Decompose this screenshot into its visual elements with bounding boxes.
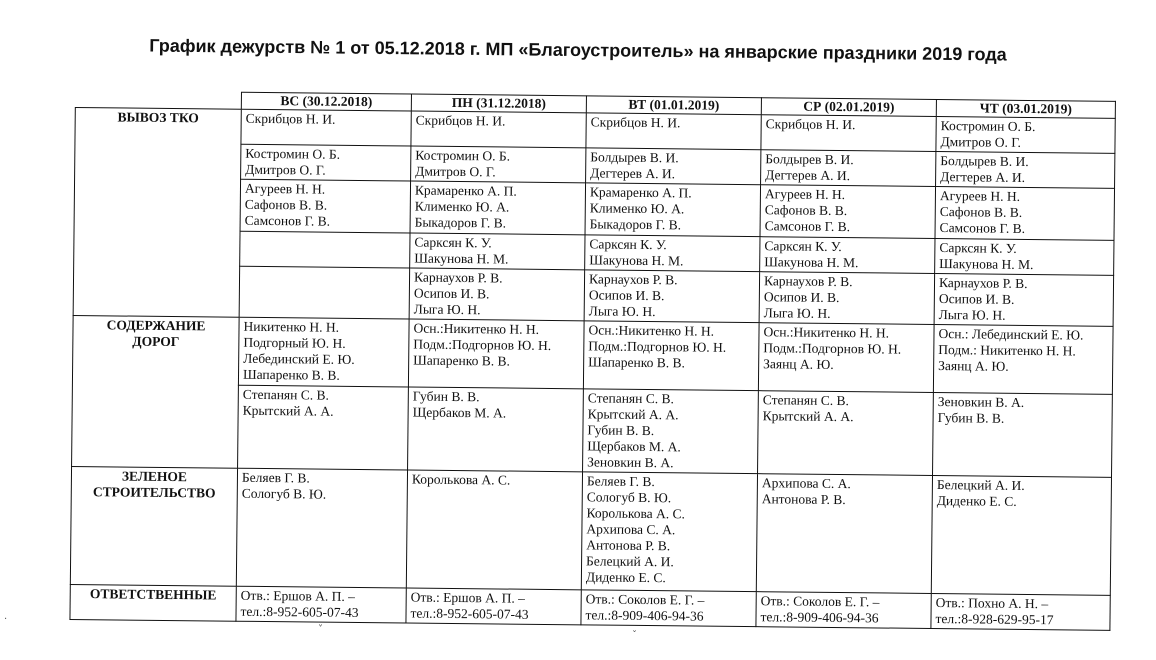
person-entry: Архипова С. А. [761, 475, 851, 492]
person-entry: Карнаухов Р. В. [413, 269, 503, 286]
person-entry: Карнаухов Р. В. [763, 273, 853, 290]
schedule-cell [584, 270, 760, 323]
person-entry: Белецкий А. И. [586, 553, 674, 570]
person-entry: Лыга Ю. Н. [763, 305, 831, 321]
person-entry: Сарксян К. У. [764, 238, 842, 255]
corner-cell [75, 91, 241, 110]
person-entry: Лебединский Е. Ю. [243, 350, 355, 367]
schedule-cell [406, 470, 582, 590]
person-entry: тел.:8-952-605-07-43 [240, 603, 359, 620]
category-label [70, 466, 237, 586]
document-title: График дежурств № 1 от 05.12.2018 г. МП «Благоустроитель» на январские праздники 2019 года [149, 35, 1007, 65]
person-entry: Осн.:Никитенко Н. Н. [588, 322, 715, 339]
person-entry: Подм.:Подгорнов Ю. Н. [588, 338, 727, 355]
person-entry: Болдырев В. И. [765, 151, 854, 168]
person-entry: тел.:8-928-629-95-17 [935, 611, 1054, 628]
category-label-text: ВЫВОЗ ТКО [117, 109, 199, 126]
column-header: ЧТ (03.01.2019) [936, 100, 1115, 119]
person-entry: Беляев Г. В. [586, 473, 655, 490]
person-entry: Диденко Е. С. [585, 569, 666, 586]
person-entry: Заянц А. Ю. [938, 358, 1009, 374]
person-entry: Архипова С. А. [586, 521, 676, 538]
scan-mark: ˅ [318, 624, 323, 635]
person-entry: Карнаухов Р. В. [938, 275, 1028, 291]
person-entry: Шапаренко В. В. [588, 354, 686, 371]
person-entry: Осипов И. В. [413, 285, 490, 302]
category-label-text: ДОРОГ [132, 333, 180, 350]
person-entry: Сафонов В. В. [939, 204, 1023, 220]
person-entry: Губин В. В. [587, 422, 655, 439]
schedule-cell [585, 183, 761, 237]
person-entry: Быкадоров Г. В. [414, 214, 507, 231]
person-entry: Отв.: Соколов Е. Г. – [585, 591, 705, 608]
person-entry: Дмитров О. Г. [940, 134, 1022, 150]
schedule-cell [935, 239, 1114, 276]
person-entry: Отв.: Соколов Е. Г. – [760, 593, 880, 610]
category-label-text: СОДЕРЖАНИЕ [106, 317, 206, 334]
person-entry: Карнаухов Р. В. [588, 271, 678, 288]
schedule-cell [934, 274, 1114, 327]
person-entry: тел.:8-909-406-94-36 [760, 609, 879, 626]
person-entry: Подгорный Ю. Н. [243, 334, 346, 351]
schedule-cell [756, 474, 932, 594]
person-entry: Скрибцов Н. И. [590, 114, 681, 131]
schedule-cell [241, 109, 411, 146]
person-entry: Самсонов Г. В. [764, 218, 851, 235]
person-entry: Дмитров О. Г. [415, 163, 496, 180]
person-entry: Подм.: Никитенко Н. Н. [938, 342, 1076, 359]
schedule-cell [411, 111, 586, 148]
person-entry: Осн.:Никитенко Н. Н. [413, 320, 540, 337]
schedule-cell [410, 233, 585, 270]
person-entry: Степанян С. В. [762, 392, 849, 409]
person-entry: Шакунова Н. М. [414, 250, 509, 267]
category-label-text: СТРОИТЕЛЬСТВО [92, 484, 216, 501]
person-entry: Шакунова Н. М. [939, 256, 1034, 273]
schedule-cell [760, 185, 936, 239]
person-entry: Агуреев Н. Н. [939, 188, 1021, 204]
schedule-cell [236, 586, 406, 623]
schedule-cell [583, 321, 759, 391]
person-entry: тел.:8-952-605-07-43 [410, 605, 529, 622]
person-entry: Шакунова Н. М. [589, 252, 684, 269]
person-entry: Лыга Ю. Н. [938, 307, 1006, 323]
person-entry: Скрибцов Н. И. [415, 112, 506, 129]
person-entry: Болдырев В. И. [590, 149, 679, 166]
person-entry: Белецкий А. И. [936, 477, 1025, 493]
category-label [72, 315, 240, 468]
schedule-cell [759, 272, 935, 325]
person-entry: Сарксян К. У. [414, 234, 492, 251]
person-entry: Скрибцов Н. И. [765, 116, 856, 133]
person-entry: Костромин О. Б. [415, 147, 511, 164]
person-entry: Осн.:Никитенко Н. Н. [763, 324, 890, 341]
schedule-cell [581, 472, 757, 592]
person-entry: Осн.: Лебединский Е. Ю. [938, 326, 1084, 343]
person-entry: Щербаков М. А. [412, 404, 507, 421]
schedule-cell [931, 593, 1110, 630]
person-entry: Зеновкин В. А. [587, 454, 674, 471]
schedule-cell [583, 389, 759, 474]
schedule-cell [761, 115, 936, 152]
person-entry: Антонова Р. В. [761, 491, 846, 508]
person-entry: Отв.: Похно А. Н. – [935, 595, 1049, 612]
person-entry: Крытский А. А. [587, 406, 679, 423]
schedule-cell [586, 113, 761, 150]
person-entry: Губин В. В. [412, 388, 480, 405]
person-entry: Крытский А. А. [762, 408, 854, 425]
person-entry: Дегтерев А. И. [590, 165, 676, 182]
person-entry: Сарксян К. У. [939, 240, 1017, 256]
person-entry: Сафонов В. В. [244, 196, 328, 213]
person-entry: Крамаренко А. П. [589, 184, 692, 201]
schedule-cell [408, 387, 584, 472]
person-entry: Никитенко Н. Н. [243, 318, 340, 335]
person-entry: Диденко Е. С. [936, 493, 1017, 509]
scan-mark: · [4, 614, 8, 625]
person-entry: Подм.:Подгорнов Ю. Н. [413, 336, 552, 353]
person-entry: Агуреев Н. Н. [764, 186, 846, 203]
schedule-cell [758, 323, 934, 393]
column-header: ПН (31.12.2018) [411, 94, 586, 113]
person-entry: Лыга Ю. Н. [588, 303, 656, 320]
person-entry: Клименко Ю. А. [414, 198, 510, 215]
column-header: ВТ (01.01.2019) [586, 96, 761, 115]
schedule-cell [585, 235, 760, 272]
duty-schedule-table [69, 90, 1115, 631]
person-entry: Лыга Ю. Н. [413, 301, 481, 318]
schedule-cell [586, 148, 761, 185]
person-entry: Беляев Г. В. [241, 469, 310, 486]
person-entry: Дмитров О. Г. [245, 161, 326, 178]
column-header: ВС (30.12.2018) [241, 92, 411, 111]
schedule-cell [935, 187, 1115, 241]
schedule-cell [409, 268, 585, 321]
person-entry: Степанян С. В. [587, 390, 674, 407]
schedule-cell [238, 385, 409, 470]
person-entry: Щербаков М. А. [587, 438, 681, 455]
schedule-cell [240, 179, 411, 233]
person-entry: Королькова А. С. [586, 505, 686, 522]
person-entry: Шапаренко В. В. [413, 352, 511, 369]
person-entry: Подм.:Подгорнов Ю. Н. [763, 340, 902, 357]
schedule-cell [758, 391, 934, 476]
person-entry: Осипов И. В. [938, 291, 1015, 307]
person-entry: Сарксян К. У. [589, 236, 667, 253]
person-entry: Скрибцов Н. И. [245, 110, 336, 127]
person-entry: Дегтерев А. И. [940, 169, 1026, 185]
column-header: СР (02.01.2019) [761, 98, 936, 117]
person-entry: Самсонов Г. В. [244, 212, 331, 229]
schedule-cell [933, 393, 1113, 478]
person-entry: Сафонов В. В. [764, 202, 848, 219]
category-label [70, 584, 236, 621]
schedule-cell [760, 237, 935, 274]
schedule-cell [239, 266, 410, 319]
category-label-text: ЗЕЛЕНОЕ [121, 468, 188, 485]
schedule-cell [406, 588, 581, 625]
schedule-cell [236, 468, 407, 588]
person-entry: тел.:8-909-406-94-36 [585, 607, 704, 624]
person-entry: Отв.: Ершов А. П. – [240, 587, 355, 604]
schedule-cell [240, 231, 410, 268]
person-entry: Зеновкин В. А. [937, 394, 1025, 410]
person-entry: Крамаренко А. П. [414, 182, 517, 199]
person-entry: Самсонов Г. В. [939, 220, 1026, 236]
person-entry: Клименко Ю. А. [589, 200, 685, 217]
person-entry: Сологуб В. Ю. [241, 485, 327, 502]
schedule-cell [238, 317, 409, 387]
schedule-cell [408, 319, 584, 389]
schedule-cell [411, 146, 586, 183]
schedule-cell [936, 117, 1115, 154]
schedule-cell [931, 476, 1111, 596]
person-entry: Степанян С. В. [242, 386, 330, 403]
person-entry: Сологуб В. Ю. [586, 489, 672, 506]
person-entry: Костромин О. Б. [245, 145, 341, 162]
schedule-cell [936, 152, 1115, 189]
schedule-cell [933, 325, 1113, 395]
person-entry: Королькова А. С. [411, 471, 511, 488]
schedule-cell [241, 144, 411, 181]
person-entry: Быкадоров Г. В. [589, 216, 682, 233]
person-entry: Осипов И. В. [588, 287, 665, 304]
schedule-row [70, 466, 1111, 595]
person-entry: Крытский А. А. [242, 402, 334, 419]
person-entry: Осипов И. В. [763, 289, 840, 306]
category-label [73, 108, 241, 318]
person-entry: Отв.: Ершов А. П. – [410, 589, 525, 606]
person-entry: Шакунова Н. М. [764, 254, 859, 271]
person-entry: Губин В. В. [937, 410, 1005, 426]
person-entry: Дегтерев А. И. [765, 167, 851, 184]
person-entry: Костромин О. Б. [940, 118, 1036, 135]
schedule-cell [761, 150, 936, 187]
schedule-row [72, 315, 1113, 394]
person-entry: Болдырев В. И. [940, 153, 1029, 169]
person-entry: Агуреев Н. Н. [244, 180, 326, 197]
person-entry: Шапаренко В. В. [242, 366, 340, 383]
scan-mark: ˇ [632, 630, 637, 641]
category-label-text: ОТВЕТСТВЕННЫЕ [89, 586, 217, 603]
schedule-cell [410, 181, 586, 235]
schedule-cell [756, 592, 931, 629]
schedule-cell [581, 590, 756, 627]
person-entry: Антонова Р. В. [586, 537, 671, 554]
person-entry: Заянц А. Ю. [763, 356, 834, 372]
